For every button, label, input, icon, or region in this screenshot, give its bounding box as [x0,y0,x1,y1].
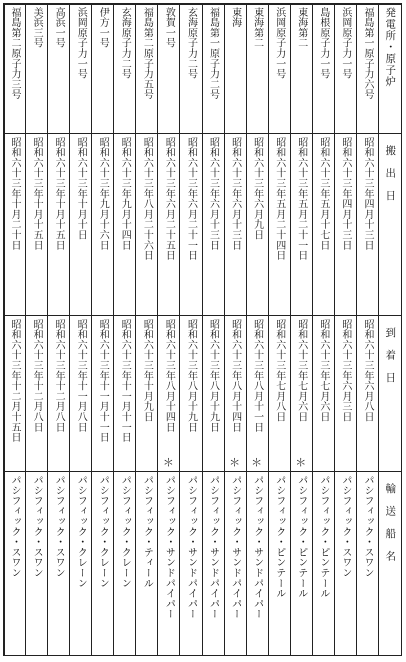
shipped-text: 昭和六十三年五月二十一日 [295,137,307,261]
arrived-text: 昭和六十三年七月六日 [295,319,307,422]
vessel-text: パシフィック・ピンテール [273,475,285,599]
vessel-text: パシフィック・スワン [9,475,21,578]
plant-text: 玄海原子力二号 [185,7,197,80]
shipped-text: 昭和六十三年六月二十五日 [163,137,175,261]
vessel-text: パシフィック・クレーン [75,475,87,589]
arrived-text: 昭和六十三年八月十九日 [185,319,197,433]
cell-vessel [135,471,157,656]
arrived-text: 昭和六十三年六月三日 [339,319,351,422]
cell-shipped [202,133,224,315]
plant-text: 東海第二 [295,7,307,49]
header-plant [378,3,402,133]
arrived-text: 昭和六十三年六月八日 [361,319,373,422]
vessel-text: パシフィック・スワン [339,475,351,578]
cell-arrived [334,315,356,471]
arrived-text: 昭和六十三年七月六日 [317,319,329,422]
shipped-text: 昭和六十三年五月十七日 [317,137,329,251]
plant-text: 福島第一原子力二号 [207,7,219,100]
vessel-text: パシフィック・ピンテール [317,475,329,599]
asterisk-mark: ＊ [251,456,263,469]
cell-arrived [202,315,224,471]
cell-plant [47,3,69,133]
cell-vessel [25,471,47,656]
asterisk-mark: ＊ [229,456,241,469]
cell-plant [25,3,47,133]
header-plant-label: 発電所・原子炉 [384,7,397,88]
arrived-text: 昭和六十三年八月十四日 [163,319,175,433]
arrived-text: 昭和六十三年十二月八日 [53,319,65,433]
cell-arrived [91,315,113,471]
cell-shipped [113,133,135,315]
vessel-text: パシフィック・サンドパイパー [251,475,263,620]
cell-arrived [69,315,91,471]
plant-text: 美浜三号 [31,7,43,49]
arrived-text: 昭和六十三年十月九日 [141,319,153,422]
arrived-text: 昭和六十三年十一月八日 [75,319,87,433]
cell-shipped [312,133,334,315]
asterisk-mark: ＊ [162,456,174,469]
cell-shipped [25,133,47,315]
header-vessel [378,471,402,656]
plant-text: 東海第二 [251,7,263,49]
plant-text: 敦賀一号 [163,7,175,49]
cell-shipped [268,133,290,315]
cell-plant [202,3,224,133]
cell-shipped [69,133,91,315]
cell-vessel [334,471,356,656]
arrived-text: 昭和六十三年八月十四日 [229,319,241,433]
cell-arrived [47,315,69,471]
cell-arrived [113,315,135,471]
cell-plant [334,3,356,133]
shipped-text: 昭和六十三年四月十三日 [361,137,373,251]
shipped-text: 昭和六十三年六月二十一日 [185,137,197,261]
vessel-text: パシフィック・スワン [53,475,65,578]
cell-plant [91,3,113,133]
cell-shipped [179,133,201,315]
arrived-text: 昭和六十三年十一月十一日 [119,319,131,443]
header-vessel-label: 輸送船名 [384,483,397,573]
cell-arrived [25,315,47,471]
plant-text: 福島第一原子力六号 [361,7,373,100]
shipped-text: 昭和六十三年十月十五日 [53,137,65,251]
cell-arrived [356,315,378,471]
cell-vessel [69,471,91,656]
header-shipped [378,133,402,315]
shipped-text: 昭和六十三年四月十三日 [339,137,351,251]
arrived-text: 昭和六十三年八月十一日 [251,319,263,433]
arrived-text: 昭和六十三年十二月八日 [31,319,43,433]
cell-vessel [246,471,268,656]
cell-vessel [356,471,378,656]
cell-vessel [47,471,69,656]
cell-plant [113,3,135,133]
cell-plant [157,3,179,133]
vessel-text: パシフィック・サンドパイパー [163,475,175,620]
plant-text: 東海 [229,7,241,28]
plant-text: 福島第二原子力五号 [141,7,153,100]
cell-arrived [224,315,246,471]
plant-text: 浜岡原子力一号 [273,7,285,80]
vessel-text: パシフィック・ピンテール [295,475,307,599]
cell-shipped [246,133,268,315]
cell-vessel [290,471,312,656]
cell-arrived [290,315,312,471]
cell-shipped [47,133,69,315]
cell-vessel [224,471,246,656]
shipped-text: 昭和六十三年十月十五日 [31,137,43,251]
cell-shipped [334,133,356,315]
shipped-text: 昭和六十三年十月十日 [75,137,87,240]
shipped-text: 昭和六十三年六月九日 [251,137,263,240]
shipped-text: 昭和六十三年九月十六日 [97,137,109,251]
vessel-text: パシフィック・スワン [31,475,43,578]
cell-plant [179,3,201,133]
cell-plant [3,3,25,133]
cell-shipped [290,133,312,315]
plant-text: 福島第二原子力三号 [9,7,21,100]
plant-text: 島根原子力一号 [317,7,329,80]
shipped-text: 昭和六十三年九月十四日 [119,137,131,251]
shipped-text: 昭和六十三年六月十三日 [207,137,219,251]
cell-shipped [356,133,378,315]
cell-shipped [135,133,157,315]
cell-plant [69,3,91,133]
cell-arrived [179,315,201,471]
vessel-text: パシフィック・クレーン [97,475,109,589]
shipment-table [3,3,402,656]
header-arrived-label: 到着日 [384,327,397,395]
cell-plant [224,3,246,133]
vessel-text: パシフィック・スワン [361,475,373,578]
shipped-text: 昭和六十三年八月二十六日 [141,137,153,261]
cell-vessel [179,471,201,656]
shipped-text: 昭和六十三年五月二十四日 [273,137,285,261]
plant-text: 浜岡原子力一号 [75,7,87,80]
cell-arrived [312,315,334,471]
shipped-text: 昭和六十三年六月十三日 [229,137,241,251]
asterisk-mark: ＊ [295,456,307,469]
arrived-text: 昭和六十三年七月八日 [273,319,285,422]
vessel-text: パシフィック・サンドパイパー [185,475,197,620]
cell-arrived [135,315,157,471]
arrived-text: 昭和六十三年十一月十一日 [97,319,109,443]
cell-plant [312,3,334,133]
header-shipped-label: 搬出日 [384,145,397,213]
header-arrived [378,315,402,471]
cell-vessel [113,471,135,656]
shipped-text: 昭和六十三年十月二十日 [9,137,21,251]
plant-text: 玄海原子力二号 [119,7,131,80]
vessel-text: パシフィック・クレーン [119,475,131,589]
vessel-text: パシフィック・ティール [141,475,153,589]
cell-arrived [268,315,290,471]
cell-arrived [3,315,25,471]
cell-vessel [268,471,290,656]
cell-vessel [3,471,25,656]
cell-vessel [91,471,113,656]
cell-vessel [312,471,334,656]
vessel-text: パシフィック・サンドパイパー [229,475,241,620]
arrived-text: 昭和六十三年十二月十五日 [9,319,21,443]
cell-vessel [202,471,224,656]
cell-arrived [246,315,268,471]
cell-plant [268,3,290,133]
cell-vessel [157,471,179,656]
plant-text: 高浜一号 [53,7,65,49]
arrived-text: 昭和六十三年八月十九日 [207,319,219,433]
cell-plant [290,3,312,133]
cell-shipped [157,133,179,315]
cell-arrived [157,315,179,471]
cell-shipped [224,133,246,315]
cell-shipped [3,133,25,315]
cell-plant [356,3,378,133]
plant-text: 伊方一号 [97,7,109,49]
cell-plant [135,3,157,133]
cell-shipped [91,133,113,315]
vessel-text: パシフィック・サンドパイパー [207,475,219,620]
cell-plant [246,3,268,133]
plant-text: 浜岡原子力一号 [339,7,351,80]
